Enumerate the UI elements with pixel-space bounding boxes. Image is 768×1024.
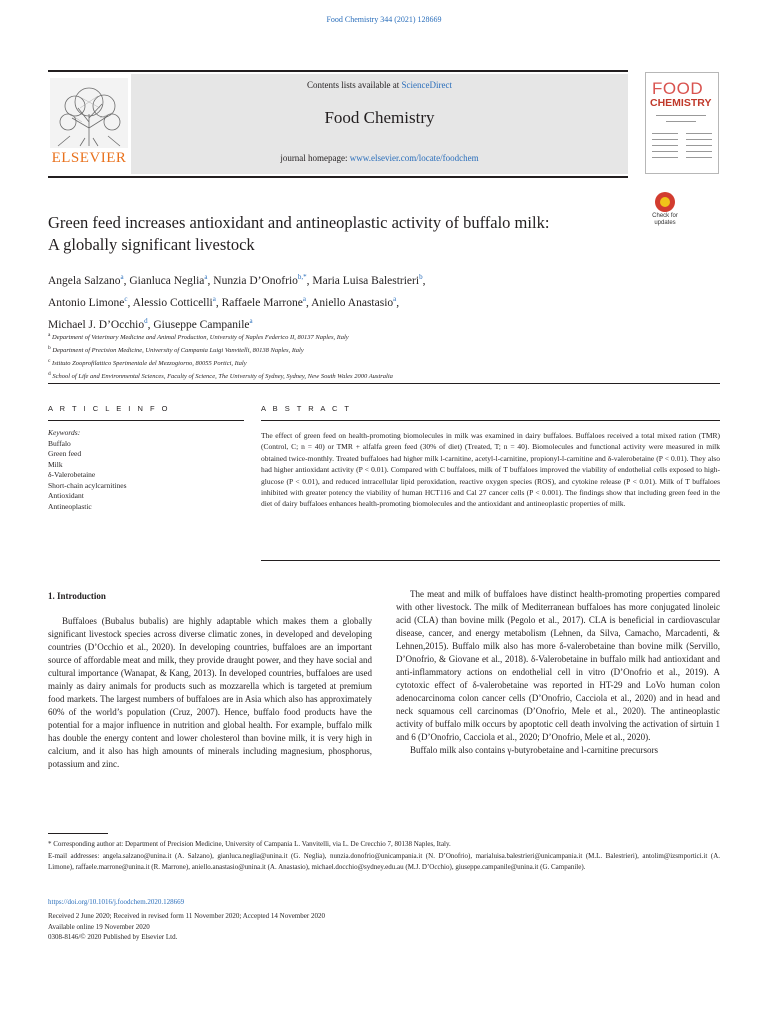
intro-column-1: Buffaloes (Bubalus bubalis) are highly adaptable which makes them a globally significant livestock species across diverse climatic zones, in developed and developing countries (D’Occhio et al., 2020). In developing countries, buffaloes are an important source of affordable meat and milk, they provide draught power, and they have social and cultural importance (Wanapat, & Kang, 2013). In developed countries, buffaloes are used mainly as dairy animals for products such as mozzarella which is targeted at premium food markets. The largest numbers of buffaloes are in Asia which also has approximately 60% of the world’s population (Cruz, 2007). Hence, buffalo food products have the potential for a major influence in nutrition and global health. For example, buffalo milk has double the energy content and lower cholesterol than bovine milk, it is very high in calcium, and it also has high amounts of minerals including magnesium, phosphorus, potassium and zinc. [48, 616, 372, 769]
check-updates-label: Check for updates [652, 213, 678, 226]
keyword-item: Antineoplastic [48, 501, 92, 511]
author-affiliation-marker[interactable]: a [393, 294, 397, 303]
affiliation-text: School of Life and Environmental Sciences, Faculty of Science, The University of Sydney, Sydney, New South Wales 2000 Australia [52, 373, 393, 381]
keyword-item: Antioxidant [48, 491, 84, 500]
author-name[interactable]: Aniello Anastasio [311, 296, 394, 309]
affiliation-marker: c [48, 358, 51, 365]
author-affiliation-marker[interactable]: a [302, 294, 306, 303]
affiliation-text: Department of Precision Medicine, University of Campania Luigi Vanvitelli, 80138 Naples, Italy [52, 347, 304, 355]
author-list [48, 268, 608, 333]
author-name[interactable]: Raffaele Marrone [221, 296, 303, 309]
affiliation-text: Department of Veterinary Medicine and Animal Production, University of Naples Federico II, 80137 Naples, Italy [52, 334, 349, 342]
keywords-label: Keywords: [48, 428, 81, 437]
intro-column-2 [396, 588, 720, 757]
affiliation-text: Istituto Zooprofilattico Sperimentale del Mezzogiorno, 80055 Portici, Italy [52, 360, 247, 368]
keyword-item: Green feed [48, 449, 82, 458]
affiliations [48, 330, 688, 383]
author-name[interactable]: Alessio Cotticelli [132, 296, 213, 309]
author-name[interactable]: Michael J. D’Occhio [48, 318, 145, 331]
footnote-rule [48, 833, 108, 834]
author-name[interactable]: Giuseppe Campanile [153, 318, 250, 331]
elsevier-tree-logo [50, 78, 128, 148]
received-dates: Received 2 June 2020; Received in revised form 11 November 2020; Accepted 14 November 2020 [48, 912, 325, 920]
col2-paragraph-2: Buffalo milk also contains γ-butyrobetaine and l-carnitine precursors [410, 745, 658, 755]
author-separator: , [147, 318, 154, 331]
cover-title-food: FOOD [652, 79, 704, 98]
header-top-rule [48, 70, 628, 72]
article-info-heading: A R T I C L E I N F O [48, 404, 170, 413]
corresponding-author-note: * Corresponding author at: Department of Precision Medicine, University of Campania L. Vanvitelli, via L. De Crecchio 7, 80138 Naples, Italy. [48, 840, 451, 848]
author-separator: , [422, 274, 426, 287]
check-updates-icon [655, 192, 675, 212]
keyword-item: Short-chain acylcarnitines [48, 480, 127, 490]
elsevier-wordmark: ELSEVIER [51, 150, 127, 166]
journal-cover-thumbnail[interactable] [645, 72, 719, 174]
author-separator: , [207, 274, 214, 287]
footnotes [48, 839, 720, 874]
keyword-item: Milk [48, 459, 63, 469]
email-addresses: E-mail addresses: angela.salzano@unina.it (A. Salzano), gianluca.neglia@unina.it (G. Neglia), nunzia.donofrio@unicampania.it (N. D’Onofrio), marialuisa.balestrieri@unicampania.it (M.L. Balestrieri), antolim@izsmportici.it (A. Limone), raffaele.marrone@unina.it (R. Marrone), aniello.anastasio@unina.it (A. Anastasio), michael.docchio@sydney.edu.au (M.J. D’Occhio), giuseppe.campanile@unina.it (G. Campanile). [48, 851, 720, 871]
author-affiliation-marker[interactable]: d [144, 316, 148, 325]
author-separator: , [306, 274, 313, 287]
available-online: Available online 19 November 2020 [48, 922, 150, 931]
author-name[interactable]: Antonio Limone [48, 296, 125, 309]
affiliation-marker: d [48, 371, 51, 378]
article-info-rule [48, 420, 244, 421]
author-name[interactable]: Maria Luisa Balestrieri [312, 274, 420, 287]
sciencedirect-link[interactable]: ScienceDirect [401, 80, 452, 90]
check-for-updates-badge[interactable] [648, 192, 682, 232]
title-line-1: Green feed increases antioxidant and antineoplastic activity of buffalo milk: [48, 213, 550, 232]
doi-link[interactable]: https://doi.org/10.1016/j.foodchem.2020.128669 [48, 898, 185, 906]
affiliation-item [48, 356, 688, 369]
abstract-bottom-rule [261, 560, 720, 561]
author-affiliation-marker[interactable]: a [204, 273, 208, 281]
title-line-2: A globally significant livestock [48, 235, 255, 254]
contents-prefix: Contents lists available at [307, 80, 402, 90]
author-name[interactable]: Nunzia D’Onofrio [213, 274, 298, 287]
journal-reference-link[interactable]: Food Chemistry 344 (2021) 128669 [326, 15, 442, 24]
homepage-line [131, 153, 628, 163]
cover-title-chemistry: CHEMISTRY [650, 97, 712, 109]
introduction-heading: 1. Introduction [48, 591, 106, 601]
journal-name: Food Chemistry [324, 108, 435, 127]
keyword-item: δ-Valerobetaine [48, 470, 96, 479]
keywords-block [48, 428, 248, 512]
author-affiliation-marker[interactable]: b,* [297, 273, 307, 281]
affiliation-item [48, 330, 688, 343]
abstract-rule [261, 420, 720, 421]
article-dates [48, 911, 325, 943]
author-separator: , [396, 296, 400, 309]
author-affiliation-marker[interactable]: c [124, 294, 128, 303]
author-separator: , [123, 274, 130, 287]
affiliation-item [48, 343, 688, 356]
author-affiliation-marker[interactable]: a [249, 316, 253, 325]
author-separator: , [127, 296, 133, 309]
affiliation-item [48, 369, 688, 382]
abstract-heading: A B S T R A C T [261, 404, 352, 413]
col2-paragraph-1: The meat and milk of buffaloes have distinct health-promoting properties compared with other livestock. The milk of Mediterranean buffaloes has more conjugated linoleic acid (CLA) than bovine milk (Pegolo et al., 2017). CLA is beneficial in cardiovascular disease, cancer, and energy metabolism (Lehnen, da Silva, Camacho, Marcadenti, & Lehnen,2015). Buffalo milk also has more δ-valerobetaine than bovine milk (Servillo, D’Onofrio, & Giovane et al., 2018). δ-Valerobetaine in buffalo milk had antioxidant and anti-inflammatory actions on endothelial cell in vitro (D’Onofrio et al., 2019). A cytotoxic effect of δ-valerobetaine was reported in HT-29 and LoVo human colon adenocarcinoma colon cancer cells (D’Onofrio, Cacciola et al., 2020) and in head and neck squamous cell carcinomas (D’Onofrio, Mele et al., 2020). The antineoplastic activity of buffalo milk occurs by apoptotic cell death involving the activation of sirtuin 1 and 6 (D’Onofrio, Cacciola et al., 2020; D’Onofrio, Mele et al., 2020). [396, 589, 720, 742]
article-title [48, 212, 648, 256]
author-separator: , [215, 296, 222, 309]
contents-line [131, 80, 628, 90]
affiliation-marker: b [48, 345, 51, 352]
affiliation-marker: a [48, 332, 51, 338]
author-name[interactable]: Angela Salzano [48, 274, 121, 287]
section-divider [48, 383, 720, 384]
copyright: 0308-8146/© 2020 Published by Elsevier Ltd. [48, 933, 178, 941]
homepage-prefix: journal homepage: [280, 153, 350, 163]
author-name[interactable]: Gianluca Neglia [129, 274, 205, 287]
author-affiliation-marker[interactable]: a [212, 294, 216, 303]
author-affiliation-marker[interactable]: b [419, 273, 423, 281]
author-affiliation-marker[interactable]: a [120, 273, 124, 281]
keyword-item: Buffalo [48, 438, 71, 448]
homepage-link[interactable]: www.elsevier.com/locate/foodchem [349, 153, 479, 163]
author-separator: , [305, 296, 312, 309]
abstract-text: The effect of green feed on health-promoting biomolecules in milk was examined in dairy buffaloes. Buffaloes received a total mixed ration (TMR) (Control, C; n = 40) or TMR + alfalfa green feed (30% of diet) (Treated, T; n = 40). Biomolecules and functional activity were measured in milk obtained twice-monthly. Treated buffaloes had higher milk l-carnitine, acetyl-l-carnitine, propionyl-l-carnitine and δ-valerobetaine (P < 0.01). They also had higher antioxidant activity (P < 0.01). Compared with C buffaloes, milk of T buffaloes improved the viability of endothelial cells exposed to high-glucose (P < 0.01), and reduced intracellular lipid peroxidation, reactive oxygen species (ROS), and cytokine release (P < 0.01). Milk of T buffaloes inhibited with greater potency the viability of human HCT116 and Cal 27 cancer cells (P < 0.001). The findings show that including green feed in the diet of dairy buffaloes enhances health-promoting biomolecules and the antioxidant and antineoplastic properties of milk. [261, 431, 720, 509]
header-bottom-rule [48, 176, 628, 178]
